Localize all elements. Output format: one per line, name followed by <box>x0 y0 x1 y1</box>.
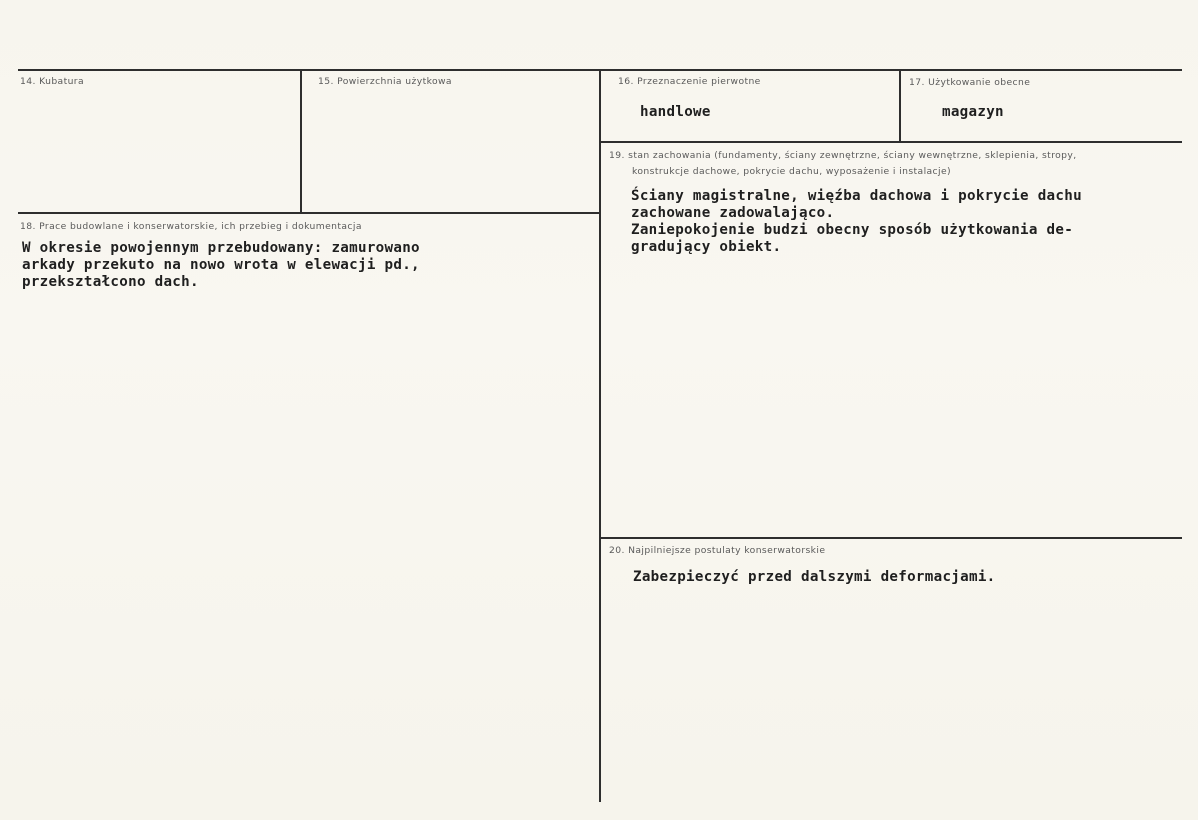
field-17-value: magazyn <box>942 104 1004 120</box>
field-19-line-2: zachowane zadowalająco. <box>631 205 835 221</box>
line-under-16-17 <box>600 141 1182 143</box>
field-18-line-3: przekształcono dach. <box>22 274 199 290</box>
field-20-line-1: Zabezpieczyć przed dalszymi deformacjami. <box>633 569 996 585</box>
field-19-label-line-2: konstrukcje dachowe, pokrycie dachu, wyposażenie i instalacje) <box>632 166 951 177</box>
field-20-label: 20. Najpilniejsze postulaty konserwatorskie <box>609 545 826 556</box>
field-19-line-4: gradujący obiekt. <box>631 239 782 255</box>
field-19-label-line-1: 19. stan zachowania (fundamenty, ściany zewnętrzne, ściany wewnętrzne, sklepienia, stropy, <box>609 150 1077 161</box>
line-under-14-15 <box>18 212 600 214</box>
field-18-line-1: W okresie powojennym przebudowany: zamurowano <box>22 240 420 256</box>
center-divider <box>599 70 601 802</box>
field-14-label: 14. Kubatura <box>20 76 85 87</box>
field-16-value: handlowe <box>640 104 711 120</box>
field-16-label: 16. Przeznaczenie pierwotne <box>618 76 761 87</box>
field-18-label: 18. Prace budowlane i konserwatorskie, ich przebieg i dokumentacja <box>20 221 362 232</box>
line-under-19 <box>600 537 1182 539</box>
field-19-line-1: Ściany magistralne, więźba dachowa i pokrycie dachu <box>631 188 1082 204</box>
field-19-line-3: Zaniepokojenie budzi obecny sposób użytkowania de- <box>631 222 1074 238</box>
divider-16-17 <box>899 70 901 142</box>
field-18-line-2: arkady przekuto na nowo wrota w elewacji pd., <box>22 257 420 273</box>
field-15-label: 15. Powierzchnia użytkowa <box>318 76 452 87</box>
field-17-label: 17. Użytkowanie obecne <box>909 77 1031 88</box>
divider-14-15 <box>300 70 302 213</box>
